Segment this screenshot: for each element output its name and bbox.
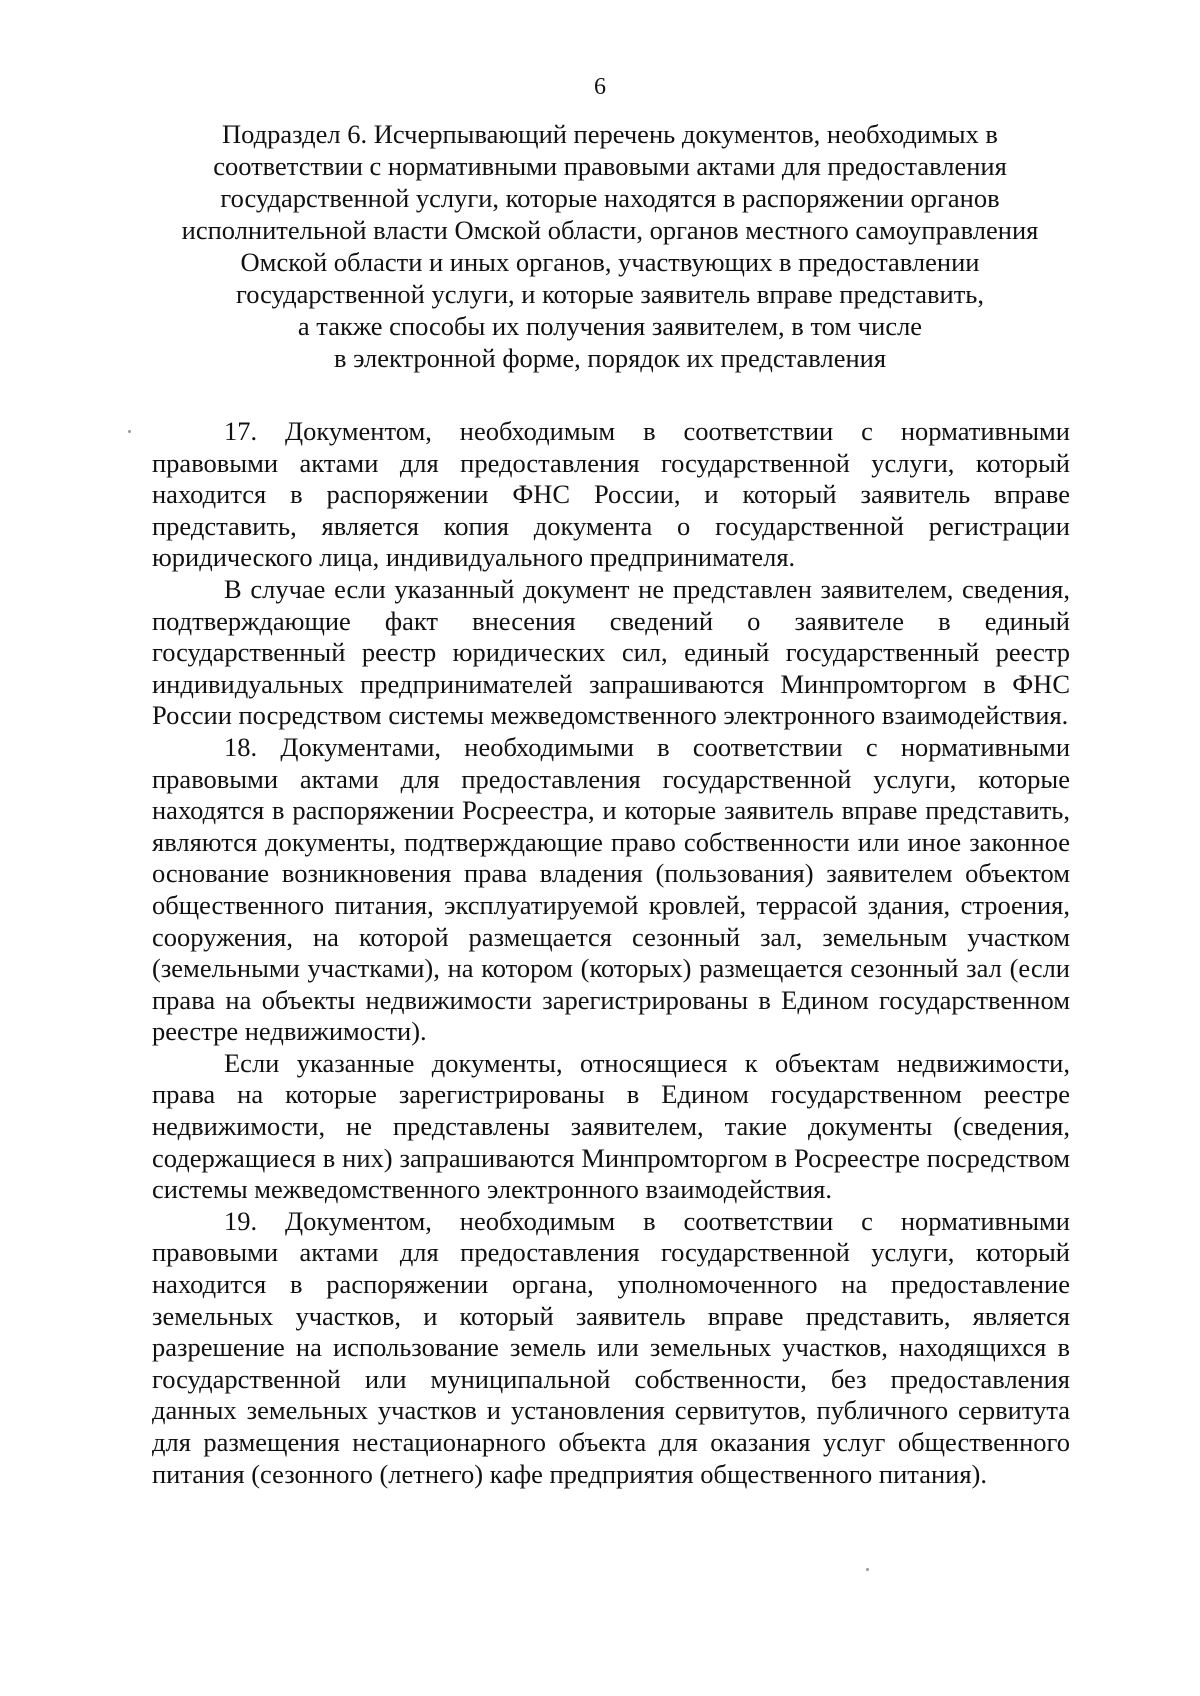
heading-line: государственной услуги, которые находятся в распоряжении органов — [220, 183, 1000, 213]
heading-line: Омской области и иных органов, участвующих в предоставлении — [240, 247, 980, 277]
scan-artifact-dot — [866, 1568, 869, 1571]
page-number: 6 — [594, 74, 606, 100]
paragraph-19: 19. Документом, необходимым в соответствии с нормативными правовыми актами для предоставления государственной услуги, который находится в распоряжении органа, уполномоченного на предоставление земельных участков, и который заявитель вправе представить, является разрешение на использование земель или земельных участков, находящихся в государственной или муниципальной собственности, без предоставления данных земельных участков и установления сервитутов, публичного сервитута для размещения нестационарного объекта для оказания услуг общественного питания (сезонного (летнего) кафе предприятия общественного питания). — [152, 1205, 1070, 1489]
heading-line: Подраздел 6. Исчерпывающий перечень документов, необходимых в — [222, 119, 998, 149]
paragraph-18: 18. Документами, необходимыми в соответствии с нормативными правовыми актами для предоставления государственной услуги, которые находятся в распоряжении Росреестра, и которые заявитель вправе представить, являются документы, подтверждающие право собственности или иное законное основание возникновения права владения (пользования) заявителем объектом общественного питания, эксплуатируемой кровлей, террасой здания, строения, сооружения, на которой размещается сезонный зал, земельным участком (земельными участками), на котором (которых) размещается сезонный зал (если права на объекты недвижимости зарегистрированы в Едином государственном реестре недвижимости). — [152, 731, 1070, 1047]
document-body — [152, 416, 1070, 1490]
paragraph-18-continuation: Если указанные документы, относящиеся к объектам недвижимости, права на которые зарегистрированы в Едином государственном реестре недвижимости, не представлены заявителем, такие документы (сведения, содержащиеся в них) запрашиваются Минпромторгом в Росреестре посредством системы межведомственного электронного взаимодействия. — [152, 1047, 1070, 1205]
heading-line: соответствии с нормативными правовыми актами для предоставления — [213, 151, 1007, 181]
heading-line: а также способы их получения заявителем, в том числе — [297, 311, 923, 341]
heading-line: в электронной форме, порядок их представления — [333, 343, 887, 373]
paragraph-17-continuation: В случае если указанный документ не представлен заявителем, сведения, подтверждающие факт внесения сведений о заявителе в единый государственный реестр юридических сил, единый государственный реестр индивидуальных предпринимателей запрашиваются Минпромторгом в ФНС России посредством системы межведомственного электронного взаимодействия. — [152, 573, 1070, 731]
subsection-heading — [150, 118, 1070, 374]
heading-line: государственной услуги, и которые заявитель вправе представить, — [235, 279, 985, 309]
paragraph-17: 17. Документом, необходимым в соответствии с нормативными правовыми актами для предоставления государственной услуги, который находится в распоряжении ФНС России, и который заявитель вправе представить, является копия документа о государственной регистрации юридического лица, индивидуального предпринимателя. — [152, 416, 1070, 573]
heading-line: исполнительной власти Омской области, органов местного самоуправления — [181, 215, 1039, 245]
scan-artifact-dot — [128, 430, 131, 433]
